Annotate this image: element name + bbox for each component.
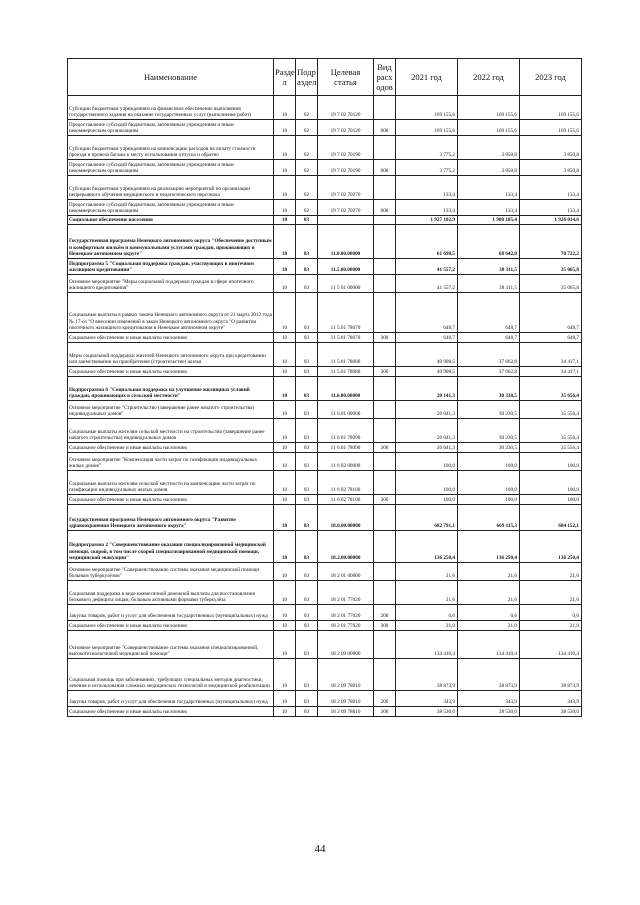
row-2023: 648,7 — [520, 333, 582, 343]
row-section: 10 — [274, 333, 296, 343]
row-2021: 38 873,9 — [396, 659, 458, 691]
row-name: Подпрограмма 2 "Совершенствование оказания специализированной медицинской помощи, скорой, в том числе скорой специализированной медицинской помощи, медицинской эвакуации" — [68, 531, 274, 563]
row-section: 10 — [274, 401, 296, 419]
row-2022: 1 908 105,4 — [458, 216, 520, 225]
header-expense-type: Вид расх одов — [374, 59, 396, 96]
row-2023: 169 155,6 — [520, 120, 582, 136]
row-expense-type: 200 — [374, 605, 396, 621]
table-row — [68, 96, 582, 120]
row-name: Основное мероприятие "Строительство (завершение ранее начатого строительства) индивидуальных домов" — [68, 401, 274, 419]
budget-table-page — [67, 58, 581, 717]
row-2023: 343,9 — [520, 691, 582, 707]
row-2023: 100,0 — [520, 453, 582, 471]
table-row — [68, 367, 582, 377]
row-expense-type: 600 — [374, 120, 396, 136]
page-number: 44 — [314, 843, 326, 855]
row-name: Социальное обеспечение и иные выплаты населению — [68, 621, 274, 631]
row-subsection: 03 — [296, 401, 318, 419]
table-row — [68, 120, 582, 136]
row-section: 10 — [274, 471, 296, 495]
row-target: 18 2 01 77020 — [318, 621, 374, 631]
row-name: Субсидии бюджетным учреждениям на финансовое обеспечение выполнения государственного задания на оказание государственных услуг (выполнение работ) — [68, 96, 274, 120]
row-2023: 684 152,1 — [520, 505, 582, 531]
row-subsection: 03 — [296, 471, 318, 495]
row-section: 10 — [274, 367, 296, 377]
table-header-row — [68, 59, 582, 96]
header-subsection: Подр аздел — [296, 59, 318, 96]
table-row — [68, 377, 582, 401]
row-subsection: 02 — [296, 200, 318, 216]
row-expense-type — [374, 419, 396, 443]
row-expense-type — [374, 275, 396, 293]
row-2022: 38 873,9 — [458, 659, 520, 691]
row-subsection: 02 — [296, 96, 318, 120]
row-expense-type: 300 — [374, 367, 396, 377]
row-2023: 21,0 — [520, 621, 582, 631]
row-subsection: 03 — [296, 453, 318, 471]
row-section: 10 — [274, 293, 296, 333]
row-target: 11 6.01 78090 — [318, 443, 374, 453]
row-2023: 38 873,9 — [520, 659, 582, 691]
row-2021: 21,6 — [396, 563, 458, 581]
row-expense-type — [374, 176, 396, 200]
row-subsection: 03 — [296, 419, 318, 443]
row-2021: 169 155,6 — [396, 120, 458, 136]
row-2022: 134 410,4 — [458, 631, 520, 659]
row-section: 10 — [274, 531, 296, 563]
row-expense-type — [374, 136, 396, 160]
row-target: 18 2 01 77020 — [318, 605, 374, 621]
row-2021: 100,0 — [396, 471, 458, 495]
row-target: 11 5.01 78070 — [318, 333, 374, 343]
row-2021: 136 250,4 — [396, 531, 458, 563]
row-name: Социальное обеспечение населения — [68, 216, 274, 225]
row-expense-type — [374, 216, 396, 225]
row-name: Социальная поддержка в виде ежемесячной денежной выплаты для восстановления белкового дефицита лицам, больным активными формами туберкулёза — [68, 581, 274, 605]
row-subsection: 03 — [296, 367, 318, 377]
row-2022: 3 850,8 — [458, 160, 520, 176]
row-subsection: 02 — [296, 136, 318, 160]
row-2022: 30 230,5 — [458, 401, 520, 419]
row-2023: 35 556,4 — [520, 401, 582, 419]
row-expense-type: 300 — [374, 443, 396, 453]
row-name: Предоставление субсидий бюджетным, автономным учреждениям и иным некоммерческим организациям — [68, 120, 274, 136]
row-section: 10 — [274, 200, 296, 216]
row-name: Основное мероприятие "Совершенствование системы оказания специализированной, высокотехнологичной медицинской помощи" — [68, 631, 274, 659]
row-expense-type — [374, 401, 396, 419]
row-2023: 70 722,2 — [520, 225, 582, 259]
row-2022: 37 662,8 — [458, 343, 520, 367]
row-2021: 1 927 102,9 — [396, 216, 458, 225]
row-target: 19 7 02 70120 — [318, 120, 374, 136]
row-target: 11 5.01 78080 — [318, 343, 374, 367]
row-2022: 100,0 — [458, 471, 520, 495]
row-2023: 35 065,8 — [520, 275, 582, 293]
row-2021: 0,6 — [396, 605, 458, 621]
row-section: 10 — [274, 453, 296, 471]
row-2023: 136 250,4 — [520, 531, 582, 563]
row-2022: 133,4 — [458, 200, 520, 216]
row-2022: 0,6 — [458, 605, 520, 621]
row-name: Социальные выплаты в рамках закона Ненецкого автономного округа от 21 марта 2012 года № 17-оз "О внесении изменений в закон Ненецкого автономного округа "О развитии ипотечного жилищного кредитования в Ненецком автономном округе" — [68, 293, 274, 333]
row-expense-type — [374, 631, 396, 659]
row-section: 10 — [274, 505, 296, 531]
row-subsection: 03 — [296, 259, 318, 275]
row-2021: 169 155,6 — [396, 96, 458, 120]
row-2022: 38 311,5 — [458, 275, 520, 293]
table-row — [68, 160, 582, 176]
row-target: 11 5 01 00000 — [318, 275, 374, 293]
row-2021: 21,0 — [396, 621, 458, 631]
row-expense-type — [374, 377, 396, 401]
row-2023: 35 556,4 — [520, 443, 582, 453]
row-2022: 68 642,0 — [458, 225, 520, 259]
row-section: 10 — [274, 176, 296, 200]
row-target: 11 6 02 00000 — [318, 453, 374, 471]
row-name: Социальное обеспечение и иные выплаты населению — [68, 707, 274, 717]
row-name: Социальное обеспечение и иные выплаты населению — [68, 333, 274, 343]
row-subsection: 03 — [296, 563, 318, 581]
table-row — [68, 631, 582, 659]
table-row — [68, 495, 582, 505]
row-target — [318, 216, 374, 225]
row-2021: 20 041,3 — [396, 419, 458, 443]
row-2021: 61 698,5 — [396, 225, 458, 259]
table-row — [68, 275, 582, 293]
row-target: 11.0.00.00000 — [318, 225, 374, 259]
row-2021: 20 041,3 — [396, 401, 458, 419]
table-row — [68, 176, 582, 200]
budget-table — [67, 58, 582, 717]
row-name: Закупка товаров, работ и услуг для обеспечения государственных (муниципальных) нужд — [68, 691, 274, 707]
row-expense-type: 300 — [374, 333, 396, 343]
row-2021: 21,6 — [396, 581, 458, 605]
row-name: Предоставление субсидий бюджетным, автономным учреждениям и иным некоммерческим организациям — [68, 160, 274, 176]
row-expense-type — [374, 293, 396, 333]
header-section: Разде л — [274, 59, 296, 96]
row-target: 11 5.01 78080 — [318, 367, 374, 377]
row-name: Меры социальной поддержки жителей Ненецкого автономного округа при кредитовании или заимствовании на приобретение (строительство) жилья — [68, 343, 274, 367]
row-2021: 134 410,4 — [396, 631, 458, 659]
row-2021: 41 557,2 — [396, 275, 458, 293]
row-subsection: 02 — [296, 176, 318, 200]
header-2022: 2022 год — [458, 59, 520, 96]
row-2022: 21,6 — [458, 563, 520, 581]
row-expense-type — [374, 531, 396, 563]
row-2021: 100,0 — [396, 453, 458, 471]
row-subsection: 03 — [296, 621, 318, 631]
row-subsection: 03 — [296, 631, 318, 659]
row-expense-type: 300 — [374, 495, 396, 505]
row-subsection: 03 — [296, 377, 318, 401]
row-subsection: 03 — [296, 293, 318, 333]
row-section: 10 — [274, 419, 296, 443]
row-2023: 34 417,1 — [520, 367, 582, 377]
row-2023: 34 417,1 — [520, 343, 582, 367]
row-subsection: 03 — [296, 225, 318, 259]
row-2021: 40 908,5 — [396, 343, 458, 367]
table-row — [68, 531, 582, 563]
table-row — [68, 563, 582, 581]
row-2023: 100,0 — [520, 495, 582, 505]
row-subsection: 03 — [296, 505, 318, 531]
row-2022: 169 155,6 — [458, 120, 520, 136]
row-2022: 343,9 — [458, 691, 520, 707]
row-2023: 35 656,4 — [520, 377, 582, 401]
row-2021: 20 041,3 — [396, 443, 458, 453]
row-subsection: 03 — [296, 495, 318, 505]
row-name: Социальное обеспечение и иные выплаты населению — [68, 367, 274, 377]
row-subsection: 02 — [296, 120, 318, 136]
row-name: Социальные выплаты жителям сельской местности на компенсацию части затрат по газификации индивидуальных жилых домов — [68, 471, 274, 495]
row-expense-type — [374, 659, 396, 691]
row-section: 10 — [274, 259, 296, 275]
row-section: 10 — [274, 691, 296, 707]
row-2023: 134 410,4 — [520, 631, 582, 659]
table-row — [68, 581, 582, 605]
row-subsection: 03 — [296, 531, 318, 563]
header-name: Наименование — [68, 59, 274, 96]
row-2022: 21,0 — [458, 621, 520, 631]
row-2022: 30 330,5 — [458, 377, 520, 401]
row-2021: 38 530,0 — [396, 707, 458, 717]
row-name: Предоставление субсидий бюджетным, автономным учреждениям и иным некоммерческим организациям — [68, 200, 274, 216]
row-subsection: 02 — [296, 160, 318, 176]
row-2023: 3 850,8 — [520, 136, 582, 160]
row-name: Подпрограмма 6 "Социальная поддержка на улучшение жилищных условий граждан, проживающих в сельской местности" — [68, 377, 274, 401]
row-target: 19 7 02 70270 — [318, 176, 374, 200]
row-subsection: 03 — [296, 275, 318, 293]
row-section: 10 — [274, 443, 296, 453]
row-2021: 40 908,5 — [396, 367, 458, 377]
header-2021: 2021 год — [396, 59, 458, 96]
row-2023: 169 155,6 — [520, 96, 582, 120]
row-2022: 37 662,8 — [458, 367, 520, 377]
row-2023: 21,6 — [520, 581, 582, 605]
row-expense-type: 200 — [374, 691, 396, 707]
row-2023: 21,6 — [520, 563, 582, 581]
table-row — [68, 259, 582, 275]
row-target: 11 6 01 78090 — [318, 419, 374, 443]
row-expense-type — [374, 471, 396, 495]
row-name: Основное мероприятие "Компенсация части затрат по газификации индивидуальных жилых домов" — [68, 453, 274, 471]
row-target: 18.2.00.00000 — [318, 531, 374, 563]
table-row — [68, 621, 582, 631]
row-section: 10 — [274, 631, 296, 659]
table-row — [68, 216, 582, 225]
row-2023: 0,6 — [520, 605, 582, 621]
row-section: 10 — [274, 136, 296, 160]
row-2022: 21,6 — [458, 581, 520, 605]
row-expense-type — [374, 343, 396, 367]
row-expense-type — [374, 259, 396, 275]
row-subsection: 03 — [296, 443, 318, 453]
row-subsection: 03 — [296, 707, 318, 717]
row-2022: 30 230,5 — [458, 443, 520, 453]
row-target: 18 2 01 77020 — [318, 581, 374, 605]
row-2023: 38 530,0 — [520, 707, 582, 717]
row-2022: 30 230,5 — [458, 419, 520, 443]
row-2022: 648,7 — [458, 293, 520, 333]
table-row — [68, 225, 582, 259]
row-expense-type — [374, 453, 396, 471]
row-section: 10 — [274, 120, 296, 136]
row-section: 10 — [274, 659, 296, 691]
table-row — [68, 505, 582, 531]
row-subsection: 03 — [296, 333, 318, 343]
row-name: Социальное обеспечение и иные выплаты населению — [68, 443, 274, 453]
row-section: 10 — [274, 605, 296, 621]
row-name: Социальное обеспечение и иные выплаты населению — [68, 495, 274, 505]
row-section: 10 — [274, 160, 296, 176]
table-row — [68, 605, 582, 621]
row-target: 11.5.00.00000 — [318, 259, 374, 275]
row-expense-type: 600 — [374, 160, 396, 176]
row-2022: 669 115,3 — [458, 505, 520, 531]
row-target: 18 2 09 00000 — [318, 631, 374, 659]
table-row — [68, 453, 582, 471]
row-target: 18.0.00.00000 — [318, 505, 374, 531]
row-name: Социальная помощь при заболеваниях, требующих специальных методов диагностики, лечения и использования сложных медицинских технологий и медицинской реабилитации — [68, 659, 274, 691]
row-subsection: 03 — [296, 581, 318, 605]
row-expense-type — [374, 563, 396, 581]
header-2023: 2023 год — [520, 59, 582, 96]
row-2021: 682 791,1 — [396, 505, 458, 531]
row-target: 18 2 09 78010 — [318, 707, 374, 717]
table-row — [68, 343, 582, 367]
row-expense-type — [374, 225, 396, 259]
row-target: 11 6.01 00000 — [318, 401, 374, 419]
row-2021: 133,4 — [396, 176, 458, 200]
table-row — [68, 659, 582, 691]
row-section: 10 — [274, 275, 296, 293]
table-row — [68, 471, 582, 495]
row-expense-type: 300 — [374, 707, 396, 717]
row-section: 10 — [274, 495, 296, 505]
row-2022: 136 250,4 — [458, 531, 520, 563]
row-subsection: 03 — [296, 691, 318, 707]
row-expense-type: 300 — [374, 621, 396, 631]
table-row — [68, 401, 582, 419]
row-target: 19 7 02 70270 — [318, 200, 374, 216]
row-2022: 648,7 — [458, 333, 520, 343]
row-section: 10 — [274, 96, 296, 120]
row-target: 11 5.01 78070 — [318, 293, 374, 333]
row-2023: 1 926 014,6 — [520, 216, 582, 225]
row-2021: 3 775,2 — [396, 136, 458, 160]
row-name: Социальные выплаты жителям сельской местности на строительство (завершение ранее начатого строительства) индивидуальных домов — [68, 419, 274, 443]
table-row — [68, 707, 582, 717]
row-2022: 3 850,8 — [458, 136, 520, 160]
row-name: Подпрограмма 5 "Социальная поддержка граждан, участвующих в ипотечном жилищном кредитовании" — [68, 259, 274, 275]
row-name: Государственная программа Ненецкого автономного округа "Обеспечение доступным и комфортным жильём и коммунальными услугами граждан, проживающих в Ненецком автономном округе" — [68, 225, 274, 259]
row-2021: 343,9 — [396, 691, 458, 707]
row-target: 11.6.00.00000 — [318, 377, 374, 401]
row-2023: 133,4 — [520, 200, 582, 216]
row-2023: 100,0 — [520, 471, 582, 495]
table-row — [68, 136, 582, 160]
row-name: Закупка товаров, работ и услуг для обеспечения государственных (муниципальных) нужд — [68, 605, 274, 621]
row-subsection: 03 — [296, 343, 318, 367]
row-2022: 133,4 — [458, 176, 520, 200]
row-2022: 169 155,6 — [458, 96, 520, 120]
row-section: 10 — [274, 563, 296, 581]
row-expense-type — [374, 505, 396, 531]
row-section: 10 — [274, 621, 296, 631]
row-2022: 38 530,0 — [458, 707, 520, 717]
row-target: 11 6 02 78100 — [318, 495, 374, 505]
row-expense-type — [374, 96, 396, 120]
table-body — [68, 96, 582, 717]
row-2022: 38 311,5 — [458, 259, 520, 275]
row-section: 10 — [274, 343, 296, 367]
row-expense-type: 600 — [374, 200, 396, 216]
row-2021: 133,4 — [396, 200, 458, 216]
row-section: 10 — [274, 216, 296, 225]
table-row — [68, 691, 582, 707]
table-row — [68, 419, 582, 443]
row-name: Субсидии бюджетным учреждениям на реализацию мероприятий по организации непрерывного обучения медицинского и педагогического персонала — [68, 176, 274, 200]
row-target: 19 7 02 70190 — [318, 136, 374, 160]
row-name: Государственная программа Ненецкого автономного округа "Развитие здравоохранения Ненецкого автономного округа" — [68, 505, 274, 531]
row-target: 19 7 02 70120 — [318, 96, 374, 120]
row-2023: 3 850,8 — [520, 160, 582, 176]
row-2023: 35 556,4 — [520, 419, 582, 443]
row-2023: 133,4 — [520, 176, 582, 200]
row-target: 18 2 09 78010 — [318, 691, 374, 707]
row-section: 10 — [274, 581, 296, 605]
row-section: 10 — [274, 707, 296, 717]
row-name: Субсидии бюджетным учреждениям на компенсацию расходов на оплату стоимости проезда и провоза багажа к месту использования отпуска и обратно — [68, 136, 274, 160]
row-2021: 648,7 — [396, 293, 458, 333]
row-target: 18 2 01 00000 — [318, 563, 374, 581]
row-2021: 3 775,2 — [396, 160, 458, 176]
row-2021: 41 557,2 — [396, 259, 458, 275]
row-subsection: 03 — [296, 216, 318, 225]
table-row — [68, 200, 582, 216]
row-2021: 648,7 — [396, 333, 458, 343]
row-2022: 100,0 — [458, 495, 520, 505]
row-target: 11 6 02 78100 — [318, 471, 374, 495]
row-subsection: 03 — [296, 659, 318, 691]
row-2021: 20 141,3 — [396, 377, 458, 401]
row-name: Основное мероприятие "Совершенствование системы оказания медицинской помощи больным туберкулёзом" — [68, 563, 274, 581]
table-row — [68, 333, 582, 343]
row-2023: 648,7 — [520, 293, 582, 333]
row-section: 10 — [274, 225, 296, 259]
table-row — [68, 293, 582, 333]
table-row — [68, 443, 582, 453]
row-name: Основное мероприятие "Меры социальной поддержки граждан в сфере ипотечного жилищного кредитования" — [68, 275, 274, 293]
row-2023: 35 065,8 — [520, 259, 582, 275]
row-2021: 100,0 — [396, 495, 458, 505]
row-target: 18 2 09 78010 — [318, 659, 374, 691]
row-expense-type — [374, 581, 396, 605]
row-2022: 100,0 — [458, 453, 520, 471]
header-target: Целевая статья — [318, 59, 374, 96]
row-target: 19 7 02 70190 — [318, 160, 374, 176]
row-section: 10 — [274, 377, 296, 401]
row-subsection: 03 — [296, 605, 318, 621]
